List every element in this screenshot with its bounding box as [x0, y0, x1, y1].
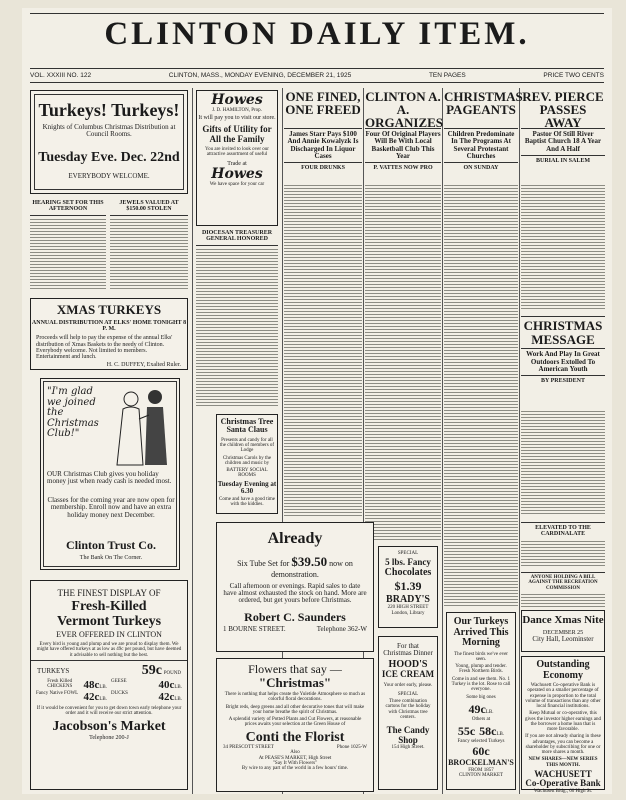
- clinton-aa-subhead: Four Of Original Players Will Be With Local Basketball Club This Year: [365, 130, 441, 161]
- conti-florist-ad: [216, 658, 374, 792]
- column-divider: [442, 88, 443, 794]
- candy-brand: HOOD'S: [388, 658, 428, 670]
- candy-shop-name: The Candy Shop: [386, 725, 430, 745]
- price-item: Fancy Native FOWL 42cLB.: [36, 690, 107, 703]
- turkeys-ad-footer: EVERYBODY WELCOME.: [68, 172, 150, 181]
- howes-ad: [196, 90, 278, 226]
- hearing-headline: HEARING SET FOR THIS AFTERNOON: [32, 200, 104, 213]
- article-text-block: [30, 218, 106, 290]
- conti-phone: Phone 1025-W: [336, 745, 367, 751]
- one-fined-headline: ONE FINED, ONE FREED: [285, 89, 361, 117]
- xmas-turkeys-sub: ANNUAL DISTRIBUTION AT ELKS' HOME TONIGHT 8 P. M.: [31, 319, 187, 332]
- economy-new-shares: NEW SHARES—NEW SERIES THIS MONTH.: [528, 757, 598, 768]
- howes-prop: J. D. HAMILTON, Prop.: [212, 107, 262, 113]
- xmas-turkeys-title: XMAS TURKEYS: [56, 302, 162, 317]
- clinton-aa-headline: CLINTON A. A. ORGANIZES: [365, 89, 444, 130]
- economy-title: Outstanding Economy: [536, 659, 590, 681]
- hearing-article: [30, 200, 106, 292]
- masthead-title: CLINTON DAILY ITEM.: [104, 16, 530, 52]
- clinton-aa-subhead-block: [365, 126, 441, 172]
- xmas-tree-title2: Santa Claus: [226, 425, 268, 435]
- saunders-offer: Six Tube Set for $39.50 now on demonstration.: [237, 553, 353, 579]
- article-text-block: [521, 410, 605, 516]
- saunders-address: 1 BOURNE STREET.: [223, 625, 286, 634]
- one-fined-subhead-block: [284, 126, 362, 172]
- saunders-body: Call afternoon or evenings. Rapid sales to date have almost exhausted the stock on hand. More are ordered, but get yours before Christmas.: [223, 581, 367, 605]
- turkeys-ad-sub: Knights of Columbus Christmas Distribution at Council Rooms.: [42, 122, 176, 139]
- xmas-turkeys-sign: H. C. DUFFEY, Exalted Ruler.: [106, 362, 181, 369]
- candy-line1: For that: [397, 642, 419, 650]
- conti-name: Conti the Florist: [245, 729, 345, 745]
- article-text-block: [444, 184, 518, 608]
- cardinalate-headline: ELEVATED TO THE CARDINALATE: [535, 525, 591, 538]
- trust-body1: OUR Christmas Club gives you holiday money just when ready cash is needed most.: [47, 470, 172, 486]
- howes-invite: It will pay you to visit our store.: [198, 114, 276, 121]
- candy-item: ICE CREAM: [381, 669, 435, 680]
- brady-line1: 5 lbs. Fancy: [385, 557, 431, 568]
- article-text-block: [365, 184, 441, 542]
- brock-price-row: 55c 58cLB.: [457, 723, 505, 738]
- howes-open: We have space for your car: [209, 181, 265, 187]
- bank-name1: WACHUSETT: [534, 768, 592, 779]
- conti-tagline: "Say It With Flowers": [272, 760, 318, 766]
- page-count: TEN PAGES: [428, 72, 466, 79]
- brady-chocolates-ad: [378, 546, 438, 628]
- newspaper-page: [22, 8, 612, 794]
- turkeys-ad: [30, 90, 188, 194]
- conti-market: At PEASE'S MARKET, High Street: [258, 755, 332, 761]
- brock-price-2: 58c: [479, 723, 497, 738]
- xmas-turkeys-ad: [30, 298, 188, 370]
- conti-title1: Flowers that say —: [248, 662, 342, 676]
- turkeys-unit: POUND: [163, 670, 181, 676]
- saunders-title: Already: [267, 530, 323, 547]
- brock-low-price-row: 49cLB.: [468, 701, 494, 716]
- brady-line2: Chocolates: [384, 566, 432, 578]
- xmas-tree-title1: Christmas Tree: [220, 417, 274, 426]
- price-item: GEESE 40cLB.: [111, 678, 182, 691]
- dance-date: DECEMBER 25: [542, 629, 584, 636]
- jacobson-name: Jacobson's Market: [52, 719, 166, 735]
- candy-shop-ad: [378, 636, 438, 790]
- xmas-tree-ad: [216, 414, 278, 514]
- message-byline: BY PRESIDENT: [541, 378, 585, 385]
- christmas-message-article: [521, 314, 605, 385]
- brock-price-1: 55c: [457, 723, 476, 738]
- conti-body1: There is nothing that helps create the Yuletide Atmosphere so much as colorful floral decorations.: [224, 692, 366, 703]
- howes-small: You are invited to look over our attractive assortment of useful: [205, 147, 269, 158]
- clinton-aa-subhead2: P. VATTES NOW PRO: [373, 165, 433, 172]
- jacobson-line1: THE FINEST DISPLAY OF: [57, 588, 161, 598]
- one-fined-subhead2: FOUR DRUNKS: [301, 165, 345, 172]
- brock-title2: Arrived This: [453, 626, 509, 638]
- candy-line2: Christmas Dinner: [383, 649, 433, 658]
- xmas-tree-note: Come and have a good time with the kiddies.: [219, 497, 275, 508]
- article-text-block: [521, 184, 605, 310]
- brock-low-price: 49c: [468, 701, 486, 716]
- howes-gifts: Gifts of Utility for All the Family: [202, 124, 272, 144]
- column-divider: [519, 88, 520, 794]
- brock-body2: Young, plump and tender. Fresh Northern Birds.: [455, 664, 507, 675]
- brock-tag: FROM 1857: [468, 767, 494, 773]
- jacobson-line3: Vermont Turkeys: [56, 614, 162, 630]
- saunders-name: Robert C. Saunders: [244, 609, 346, 624]
- brady-special: SPECIAL: [397, 551, 419, 556]
- diocesan-headline: DIOCESAN TREASURER GENERAL HONORED: [201, 230, 273, 243]
- jacobson-line2: Fresh-Killed: [71, 599, 147, 615]
- brock-fancy-price: 60c: [472, 743, 490, 758]
- price-item: DUCKS 42cLB.: [111, 690, 182, 703]
- article-text-block: [284, 184, 362, 518]
- conti-also: Also: [290, 750, 300, 756]
- jacobson-line4: EVER OFFERED IN CLINTON: [56, 629, 162, 639]
- trust-body2: Classes for the coming year are now open for membership. Enroll now and have an extra holiday money next December.: [47, 496, 175, 519]
- column-divider: [192, 88, 193, 794]
- bank-address: Wachusett Bldg., 60 High St.: [533, 788, 593, 794]
- article-text-block: [521, 593, 605, 609]
- cardinalate-article: [521, 520, 605, 568]
- candy-order: Your order early, please.: [383, 682, 433, 688]
- bank-name2: Co-Operative Bank: [525, 778, 601, 789]
- saunders-phone: Telephone 362-W: [316, 625, 367, 634]
- xmas-tree-place: BATTERY SOCIAL ROOMS: [226, 468, 268, 479]
- brock-loc: CLINTON MARKET: [458, 772, 504, 778]
- brady-name: BRADY'S: [386, 593, 430, 605]
- brock-body3: Come in and see them. No. 1 Turkey is the lot. Rose to call everyone.: [451, 676, 511, 692]
- saunders-contact: [217, 625, 373, 633]
- xmas-tree-body: Presents and candy for all the children of members of Lodge: [219, 437, 275, 454]
- pierce-headline: REV. PIERCE PASSES AWAY: [522, 89, 604, 130]
- turkeys-price: 59c: [141, 662, 163, 678]
- turkeys-ad-date: Tuesday Eve. Dec. 22nd: [38, 149, 180, 165]
- jewels-headline: JEWELS VALUED AT $150.00 STOLEN: [119, 200, 179, 213]
- jacobson-phone: Telephone 200-J: [89, 735, 129, 742]
- pierce-subhead: Pastor Of Still River Baptist Church 18 A Year And A Half: [524, 130, 602, 153]
- pierce-subhead-block: [521, 126, 605, 164]
- brock-body1: The finest birds we've ever seen.: [454, 651, 508, 662]
- turkeys-ad-title: Turkeys! Turkeys!: [38, 100, 180, 120]
- turkeys-label: TURKEYS: [37, 666, 70, 675]
- trust-quote: "I'm glad we joined the Christmas Club!": [47, 386, 99, 439]
- candy-address: 154 High Street.: [391, 745, 425, 750]
- wachusett-bank-ad: [521, 656, 605, 794]
- price: PRICE TWO CENTS: [543, 72, 604, 79]
- dateline: CLINTON, MASS., MONDAY EVENING, DECEMBER 21, 1925: [168, 72, 352, 79]
- saunders-price: $39.50: [291, 553, 328, 569]
- brady-address: 220 HIGH STREET: [387, 605, 429, 611]
- price-grid: [31, 679, 187, 703]
- article-text-block: [521, 540, 605, 568]
- recreation-article: [521, 570, 605, 609]
- brockelman-ad: [446, 612, 516, 790]
- economy-body3: If you are not already sharing in these advantages, you can become a shareholder by subscribing for one or more shares a month.: [525, 734, 601, 755]
- howes-logo-2: Howes: [211, 165, 263, 182]
- dance-place: City Hall, Leominster: [532, 634, 594, 643]
- conti-body2: Bright reds, deep greens and all other decorative tones that will make your home breathe the spirit of Christmas.: [225, 704, 365, 715]
- jacobson-body: Every bird is young and plump and we are proud to display them. We might have offered turkeys at as low as 49c per pound, but have deemed it advisable to sell nothing but the best.: [36, 642, 182, 658]
- brady-price: $1.39: [394, 579, 422, 594]
- dateline-rule: [30, 82, 604, 83]
- conti-wire: By wire to any part of the world in a few hours' time.: [241, 766, 349, 772]
- message-headline: CHRISTMAS MESSAGE: [523, 318, 603, 347]
- price-item: Fresh Killed CHICKENS 48cLB.: [47, 678, 107, 691]
- pageants-subhead: Children Predominate In The Programs At Several Protestant Churches: [447, 130, 515, 161]
- xmas-tree-time: Tuesday Evening at 6.30: [217, 479, 277, 495]
- trust-name: Clinton Trust Co.: [66, 538, 156, 552]
- turkey-price-row: [31, 663, 187, 679]
- brock-name: BROCKELMAN'S: [448, 758, 514, 768]
- saunders-ad: [216, 522, 374, 652]
- xmas-tree-concert: Christmas Carols by the children and music by: [222, 455, 272, 466]
- jewels-article: [110, 200, 188, 292]
- candy-special: SPECIAL: [397, 691, 419, 697]
- brady-sub: London, Library: [391, 610, 425, 616]
- diocesan-article: [196, 230, 278, 408]
- economy-body2: Keep Mutual or co-operative, this gives the investor higher earnings and the borrower a home loan that is more favorable.: [525, 711, 601, 732]
- top-rule: [30, 13, 604, 14]
- xmas-turkeys-body: Proceeds will help to pay the expense of the annual Elks' distribution of Xmas Baskets to the needy of Clinton. Everybody welcome. Not limited to members. Entertainment and lunch.: [36, 335, 173, 361]
- masthead-rule: [30, 68, 604, 69]
- conti-address: 34 PRESCOTT STREET: [223, 745, 274, 751]
- candy-body: Three combination cartons for the holiday with Christmas tree centers.: [385, 699, 431, 720]
- dance-ad: [521, 610, 605, 652]
- conti-body3: A splendid variety of Potted Plants and Cut Flowers, at reasonable prices awaits your selection at the Green House of: [228, 717, 362, 728]
- jacobson-note: If it would be convenient for you to get down town early telephone your order and it will receive our strict attention.: [36, 705, 182, 717]
- brock-low-label: Some big ones: [466, 695, 496, 701]
- dateline-bar: [30, 72, 604, 79]
- brock-title3: Morning: [462, 637, 500, 648]
- brock-title1: Our Turkeys: [453, 616, 509, 627]
- brock-fancy: Fancy selected Turkeys: [457, 739, 505, 745]
- conti-title2: "Christmas": [258, 674, 332, 690]
- trust-co-ad: [40, 378, 180, 570]
- article-text-block: [110, 218, 188, 290]
- pageants-headline: CHRISTMAS PAGEANTS: [444, 89, 523, 117]
- howes-trade: Trade at: [227, 160, 247, 167]
- jacobson-ad: [30, 580, 188, 790]
- couple-illustration-icon: [111, 385, 173, 467]
- economy-body1: Wachusett Co-operative Bank is operated on a smaller percentage of expense in proportion to the total volume of transactions than any other local financial institutions.: [525, 683, 601, 709]
- pierce-subhead2: BURIAL IN SALEM: [535, 158, 590, 165]
- volume-number: VOL. XXXIII NO. 122: [30, 72, 92, 79]
- dance-title: Dance Xmas Nite: [522, 614, 604, 626]
- brock-others: Others at: [471, 717, 491, 723]
- article-text-block: [196, 248, 278, 408]
- message-subhead: Work And Play In Great Outdoors Extolled To American Youth: [526, 350, 600, 373]
- trust-tagline: The Bank On The Corner.: [79, 555, 143, 561]
- howes-logo: Howes: [211, 92, 263, 108]
- one-fined-subhead: James Starr Pays $100 And Annie Kowalyzk Is Discharged In Liquor Cases: [287, 130, 359, 161]
- recreation-headline: ANYONE HOLDING A BILL AGAINST THE RECREATION COMMISSION: [528, 575, 598, 591]
- pageants-subhead2: ON SUNDAY: [463, 165, 499, 172]
- pageants-subhead-block: [444, 126, 518, 172]
